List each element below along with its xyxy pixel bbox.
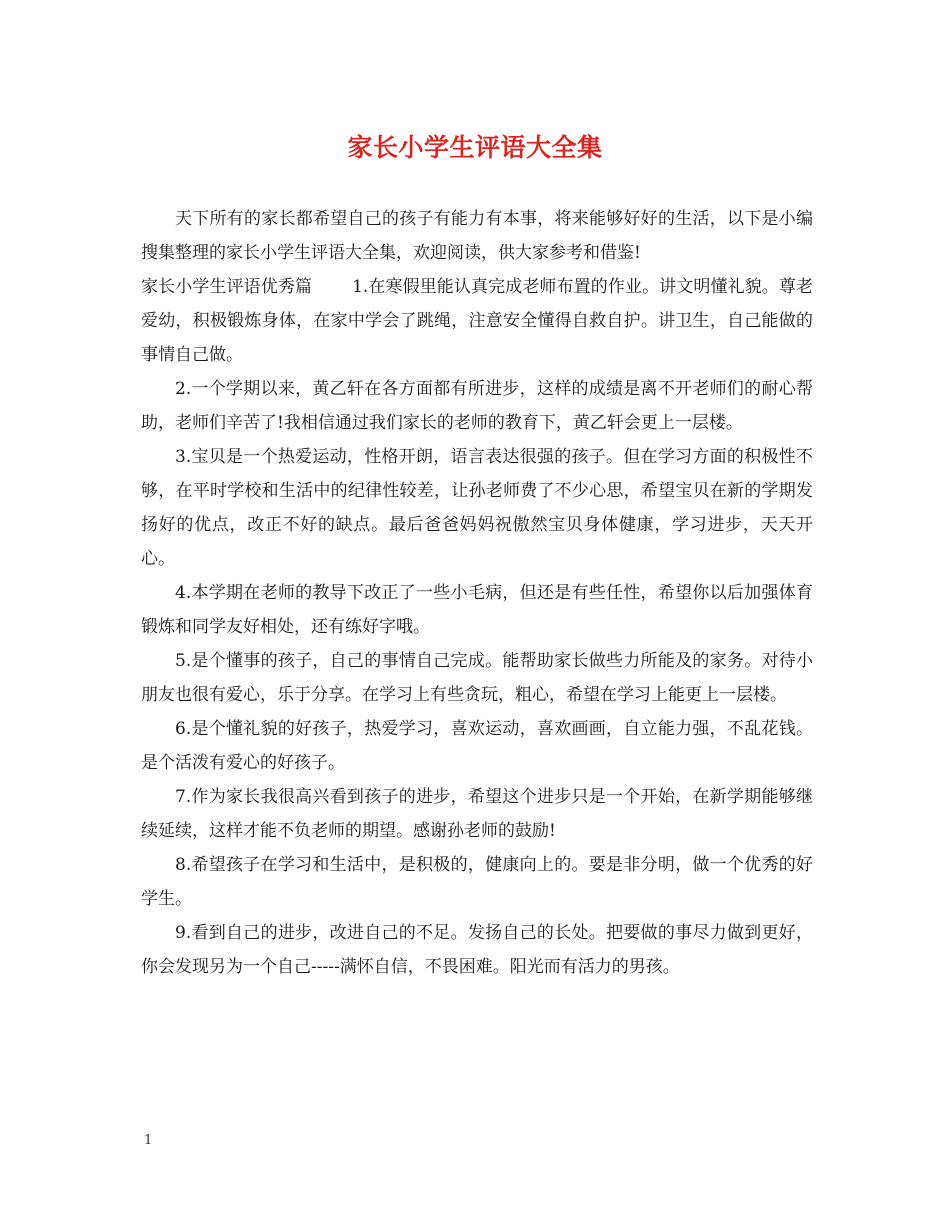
comment-item-1: 1.在寒假里能认真完成老师布置的作业。讲文明懂礼貌。尊老爱幼，积极锻炼身体，在家中学会了跳绳，注意安全懂得自救自护。讲卫生，自己能做的事情自己做。 <box>141 277 814 365</box>
comment-item-2: 2.一个学期以来，黄乙轩在各方面都有所进步，这样的成绩是离不开老师们的耐心帮助，老师们辛苦了!我相信通过我们家长的老师的教育下，黄乙轩会更上一层楼。 <box>141 379 813 433</box>
comment-item-6: 6.是个懂礼貌的好孩子，热爱学习，喜欢运动，喜欢画画，自立能力强，不乱花钱。是个活泼有爱心的好孩子。 <box>141 719 813 773</box>
intro-paragraph: 天下所有的家长都希望自己的孩子有能力有本事，将来能够好好的生活，以下是小编搜集整理的家长小学生评语大全集，欢迎阅读，供大家参考和借鉴! <box>141 209 813 263</box>
comment-item-5: 5.是个懂事的孩子，自己的事情自己完成。能帮助家长做些力所能及的家务。对待小朋友也很有爱心，乐于分享。在学习上有些贪玩，粗心，希望在学习上能更上一层楼。 <box>141 651 813 705</box>
document-body <box>141 202 813 984</box>
comment-item-8: 8.希望孩子在学习和生活中，是积极的，健康向上的。要是非分明，做一个优秀的好学生。 <box>141 855 813 909</box>
section-heading: 家长小学生评语优秀篇 <box>141 277 313 297</box>
comment-item-9: 9.看到自己的进步，改进自己的不足。发扬自己的长处。把要做的事尽力做到更好，你会发现另为一个自己-----满怀自信，不畏困难。阳光而有活力的男孩。 <box>141 923 813 977</box>
comment-item-3: 3.宝贝是一个热爱运动，性格开朗，语言表达很强的孩子。但在学习方面的积极性不够，在平时学校和生活中的纪律性较差，让孙老师费了不少心思，希望宝贝在新的学期发扬好的优点，改正不好的缺点。最后爸爸妈妈祝傲然宝贝身体健康，学习进步，天天开心。 <box>141 447 813 569</box>
comment-item-4: 4.本学期在老师的教导下改正了一些小毛病，但还是有些任性，希望你以后加强体育锻炼和同学友好相处，还有练好字哦。 <box>141 583 813 637</box>
page-number: 1 <box>144 1133 153 1148</box>
document-title: 家长小学生评语大全集 <box>347 133 603 162</box>
section-paragraph <box>141 270 813 372</box>
comment-item-7: 7.作为家长我很高兴看到孩子的进步，希望这个进步只是一个开始，在新学期能够继续延续，这样才能不负老师的期望。感谢孙老师的鼓励! <box>141 787 813 841</box>
